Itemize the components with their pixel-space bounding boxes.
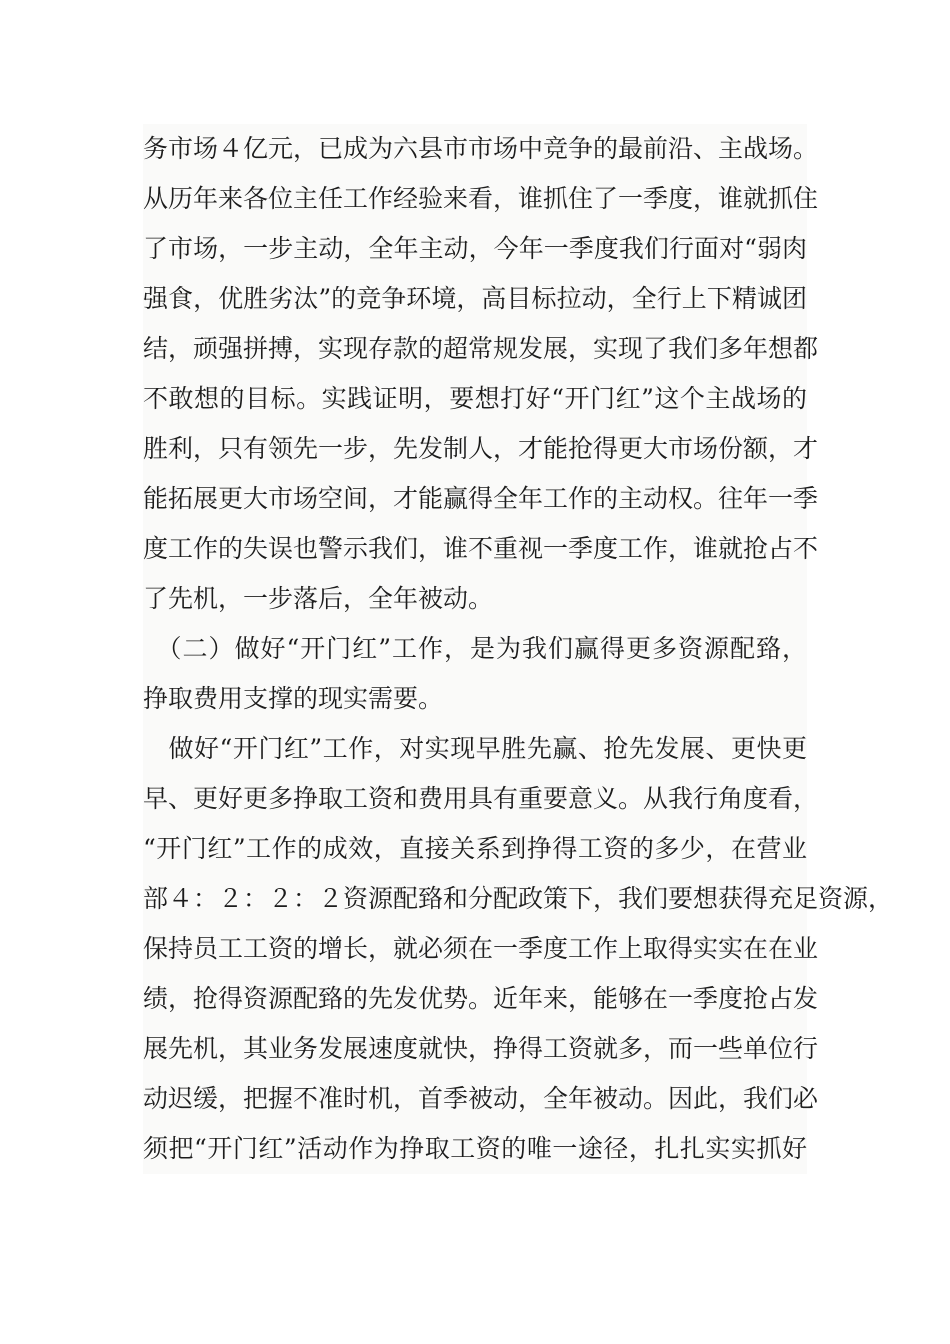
text-line: 须把“开门红”活动作为挣取工资的唯一途径，扎扎实实抓好 (143, 1134, 807, 1163)
text-line: 不敢想的目标。实践证明，要想打好“开门红”这个主战场的 (143, 384, 807, 413)
section-heading-line: （二）做好“开门红”工作，是为我们赢得更多资源配臵， (143, 634, 807, 663)
text-line: 能拓展更大市场空间，才能赢得全年工作的主动权。往年一季 (143, 484, 819, 513)
text-line: “开门红”工作的成效，直接关系到挣得工资的多少，在营业 (143, 834, 807, 863)
text-line: 动迟缓，把握不准时机，首季被动，全年被动。因此，我们必 (143, 1084, 819, 1113)
text-line: 绩，抢得资源配臵的先发优势。近年来，能够在一季度抢占发 (143, 984, 819, 1013)
text-line: 胜利，只有领先一步，先发制人，才能抢得更大市场份额，才 (143, 434, 819, 463)
text-line: 早、更好更多挣取工资和费用具有重要意义。从我行角度看， (143, 784, 819, 813)
text-line: 做好“开门红”工作，对实现早胜先赢、抢先发展、更快更 (143, 734, 807, 763)
text-line: 了先机，一步落后，全年被动。 (143, 584, 494, 613)
text-line: 从历年来各位主任工作经验来看，谁抓住了一季度，谁就抓住 (143, 184, 819, 213)
text-line: 度工作的失误也警示我们，谁不重视一季度工作，谁就抢占不 (143, 534, 819, 563)
text-line: 保持员工工资的增长，就必须在一季度工作上取得实实在在业 (143, 934, 819, 963)
text-line: 部４：２：２：２资源配臵和分配政策下，我们要想获得充足资源， (143, 884, 894, 913)
body-text (143, 124, 894, 1174)
text-line: 务市场４亿元，已成为六县市市场中竞争的最前沿、主战场。 (143, 134, 819, 163)
text-line: 展先机，其业务发展速度就快，挣得工资就多，而一些单位行 (143, 1034, 819, 1063)
text-line: 结，顽强拼搏，实现存款的超常规发展，实现了我们多年想都 (143, 334, 819, 363)
section-heading-line: 挣取费用支撑的现实需要。 (143, 684, 444, 713)
text-line: 强食，优胜劣汰”的竞争环境，高目标拉动，全行上下精诚团 (143, 284, 807, 313)
text-line: 了市场，一步主动，全年主动，今年一季度我们行面对“弱肉 (143, 234, 807, 263)
